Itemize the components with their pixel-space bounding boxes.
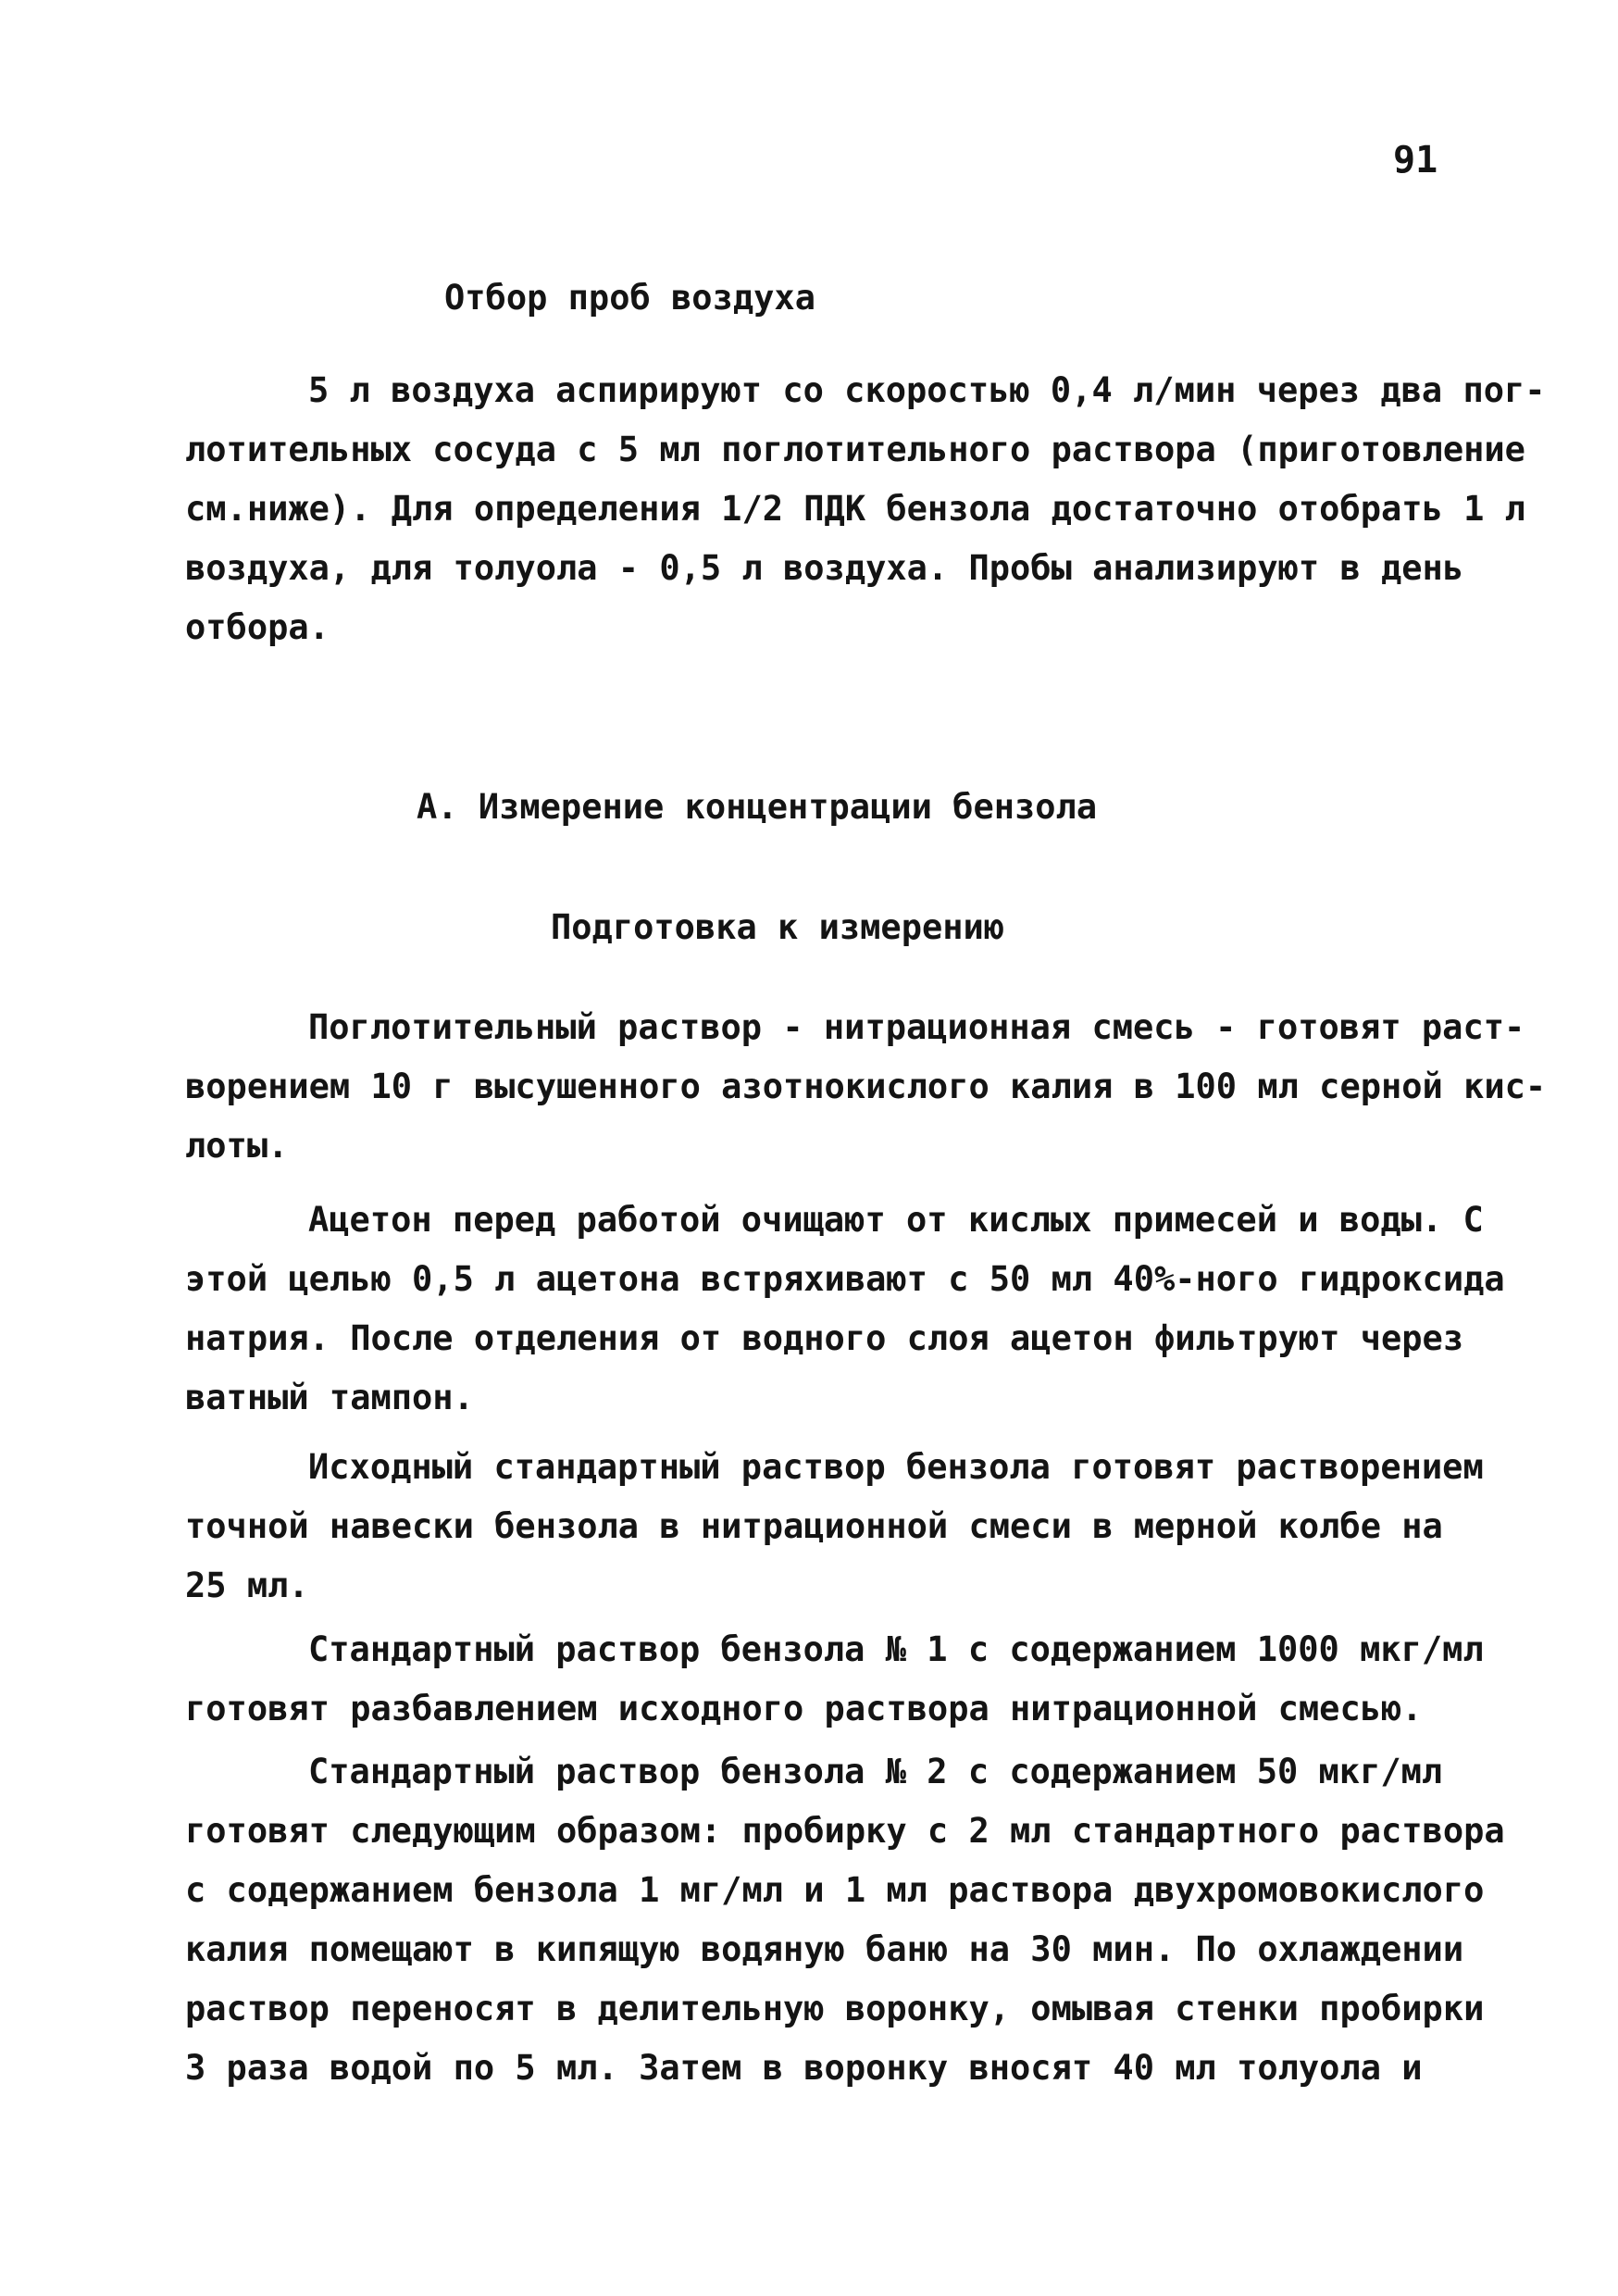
text-line: натрия. После отделения от водного слоя ацетон фильтруют через	[185, 1318, 1464, 1358]
text-line: 3 раза водой по 5 мл. Затем в воронку вносят 40 мл толуола и	[185, 2048, 1423, 2088]
text-line: готовят разбавлением исходного раствора нитрационной смесью.	[185, 1689, 1423, 1728]
text-line: лотительных сосуда с 5 мл поглотительного раствора (приготовление	[185, 430, 1525, 469]
paragraph-acetone	[185, 1191, 1505, 1428]
text-line: Ацетон перед работой очищают от кислых примесей и воды. С	[308, 1200, 1484, 1240]
text-line: Стандартный раствор бензола № 1 с содержанием 1000 мкг/мл	[308, 1629, 1484, 1669]
paragraph-stock-solution	[185, 1438, 1484, 1616]
text-line: калия помещают в кипящую водяную баню на 30 мин. По охлаждении	[185, 1929, 1464, 1969]
text-line: лоты.	[185, 1126, 289, 1166]
text-line: Поглотительный раствор - нитрационная смесь - готовят раст-	[308, 1007, 1525, 1047]
text-line: см.ниже). Для определения 1/2 ПДК бензола достаточно отобрать 1 л	[185, 489, 1525, 529]
page-number: 91	[1393, 139, 1438, 181]
text-line: Исходный стандартный раствор бензола готовят растворением	[308, 1447, 1484, 1487]
text-line: 25 мл.	[185, 1566, 309, 1605]
paragraph-standard-solution-1	[185, 1620, 1484, 1739]
text-line: воздуха, для толуола - 0,5 л воздуха. Пробы анализируют в день	[185, 548, 1464, 588]
paragraph-standard-solution-2	[185, 1742, 1505, 2098]
text-line: этой целью 0,5 л ацетона встряхивают с 50 мл 40%-ного гидроксида	[185, 1259, 1505, 1299]
subheading-preparation: Подготовка к измерению	[551, 907, 1005, 947]
heading-air-sampling: Отбор проб воздуха	[444, 278, 815, 318]
paragraph-absorbent-solution	[185, 998, 1547, 1176]
paragraph-air-sampling	[185, 361, 1546, 657]
text-line: точной навески бензола в нитрационной смеси в мерной колбе на	[185, 1506, 1443, 1546]
text-line: 5 л воздуха аспирируют со скоростью 0,4 л/мин через два пог-	[308, 370, 1546, 410]
text-line: отбора.	[185, 607, 330, 647]
text-line: ворением 10 г высушенного азотнокислого калия в 100 мл серной кис-	[185, 1067, 1547, 1106]
text-line: готовят следующим образом: пробирку с 2 мл стандартного раствора	[185, 1811, 1505, 1851]
heading-section-a: А. Измерение концентрации бензола	[417, 787, 1098, 827]
text-line: с содержанием бензола 1 мг/мл и 1 мл раствора двухромовокислого	[185, 1870, 1485, 1910]
text-line: ватный тампон.	[185, 1378, 474, 1417]
text-line: раствор переносят в делительную воронку, омывая стенки пробирки	[185, 1989, 1485, 2028]
text-line: Стандартный раствор бензола № 2 с содержанием 50 мкг/мл	[308, 1752, 1443, 1791]
